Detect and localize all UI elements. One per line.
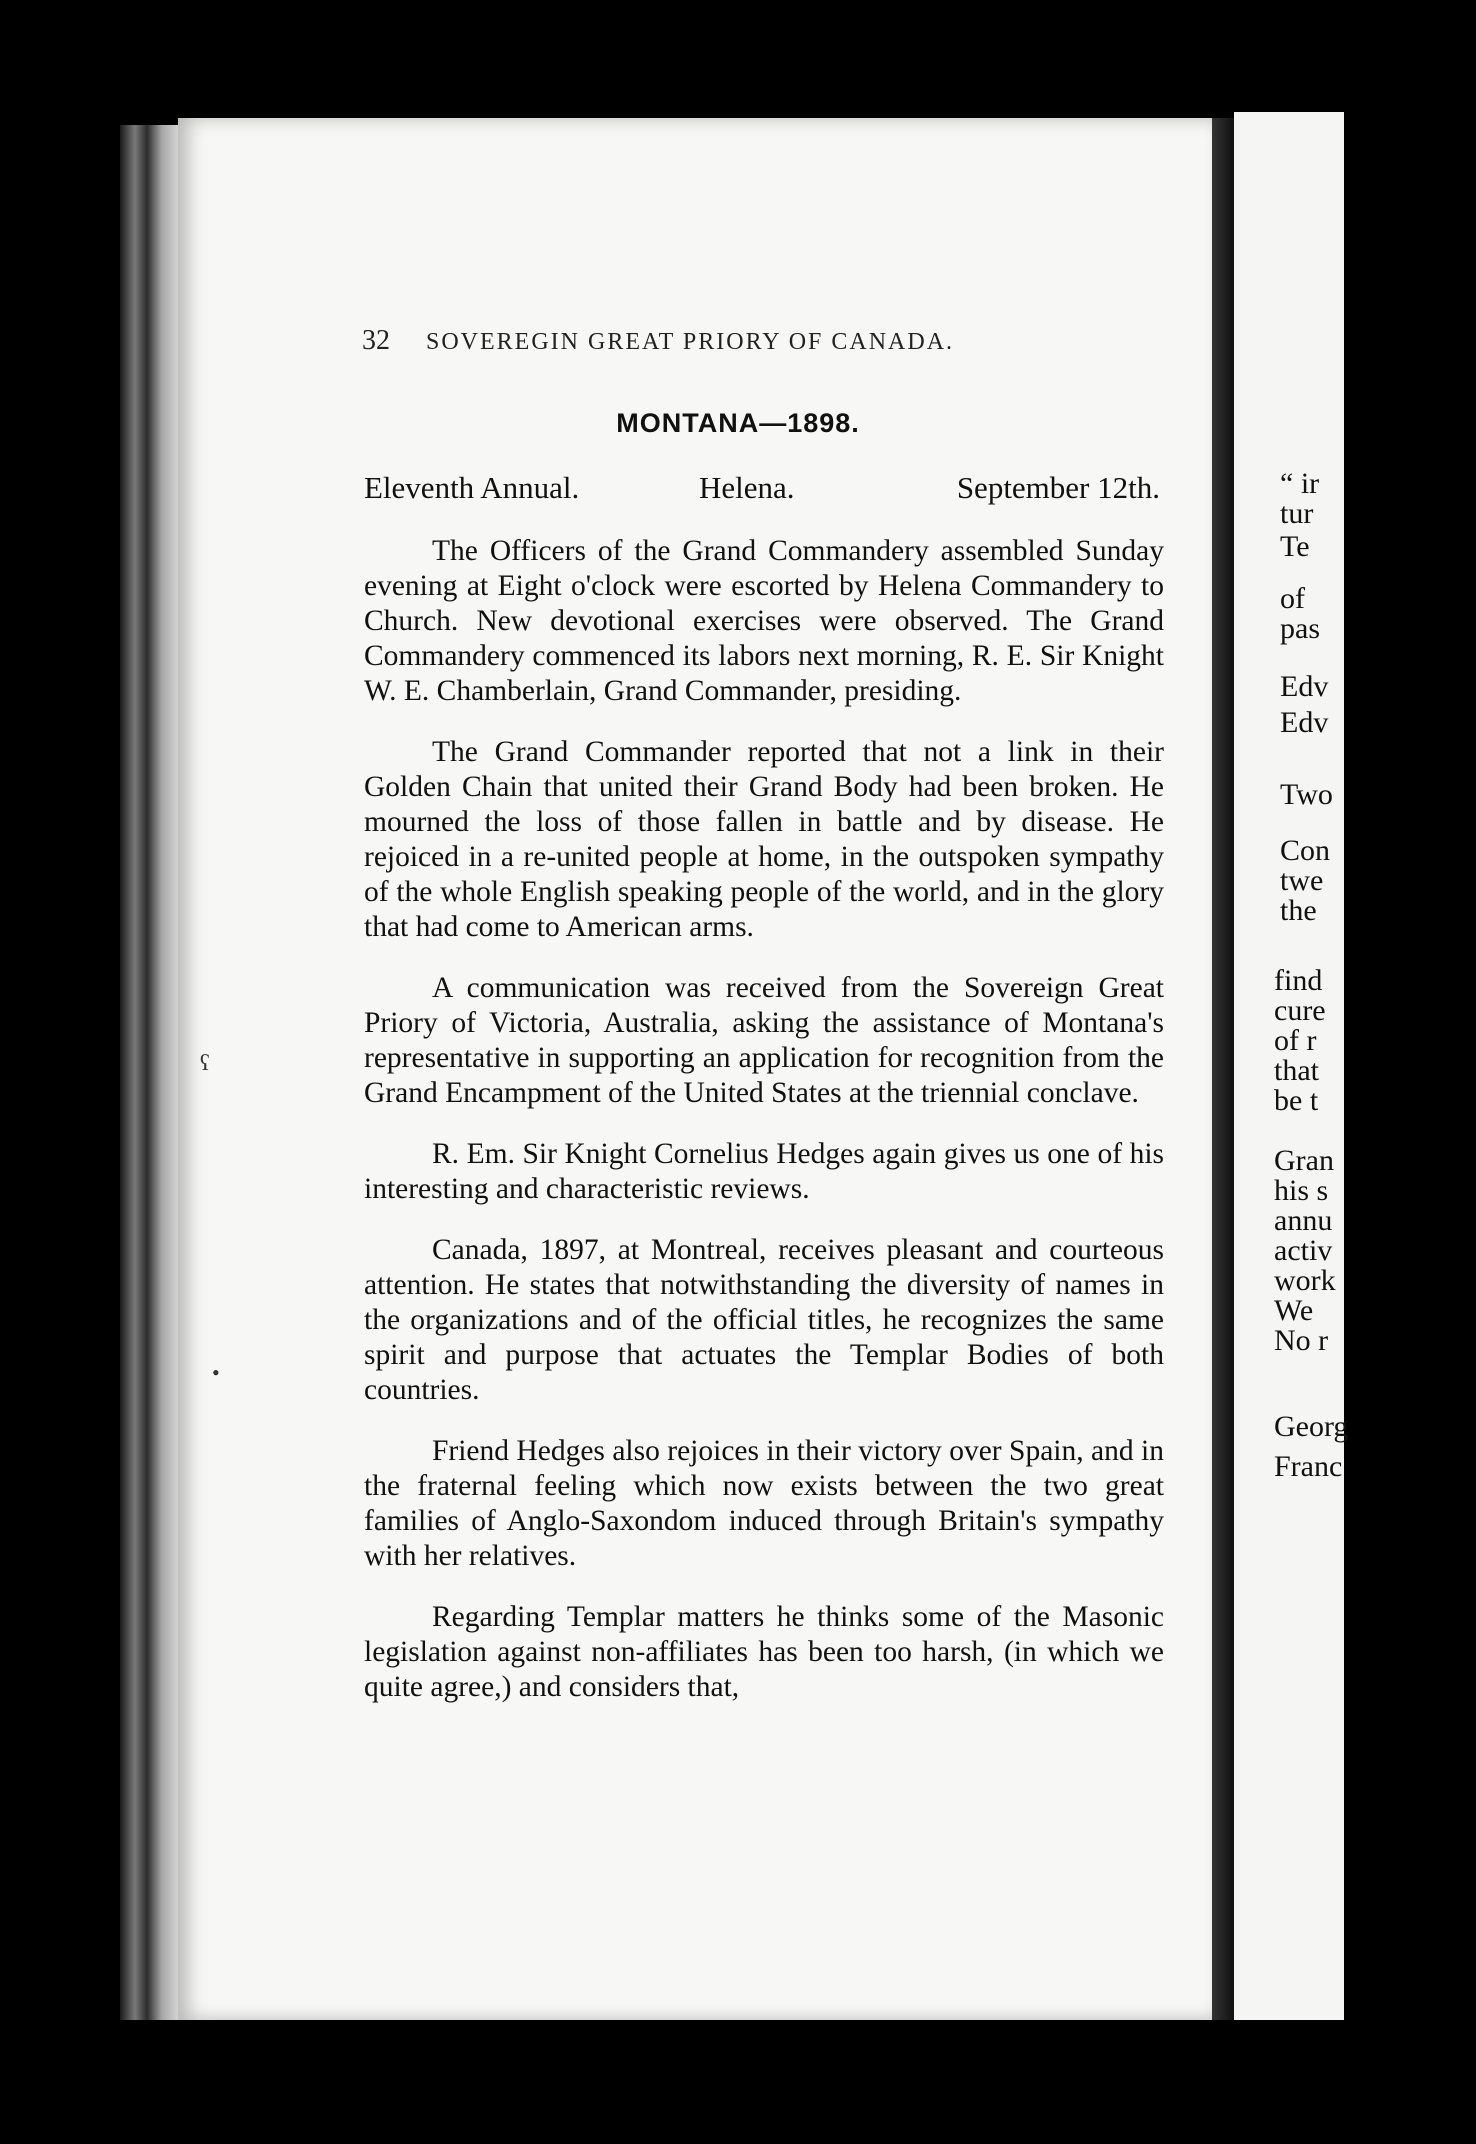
right-page-fragment: cure: [1274, 994, 1326, 1027]
right-page-fragment: Gran: [1274, 1144, 1334, 1177]
page-number: 32: [362, 325, 390, 356]
right-page-fragment: of: [1280, 582, 1305, 615]
right-page-fragment: Georg: [1274, 1410, 1349, 1443]
paragraph: A communication was received from the Sovereign Great Priory of Victoria, Australia, asking the assistance of Montana's representative in supporting an application for recognition from the Grand Encampment of the United States at the triennial conclave.: [364, 972, 1164, 1109]
running-header: [362, 325, 1336, 357]
right-page-fragment: “ ir: [1280, 467, 1320, 500]
right-page-fragment: Edv: [1280, 670, 1329, 703]
right-page-fragment: find: [1274, 964, 1323, 997]
meeting-date: September 12th.: [956, 470, 1160, 505]
body-text: [364, 534, 1164, 1731]
right-page-fragment: Con: [1280, 834, 1331, 867]
right-page-fragment: Two: [1280, 778, 1333, 811]
paragraph: The Grand Commander reported that not a link in their Golden Chain that united their Grand Body had been broken. He mourned the loss of those fallen in battle and by disease. He rejoiced in a re-united people at home, in the outspoken sympathy of the whole English speaking people of the world, and in the glory that had come to American arms.: [364, 736, 1164, 943]
right-page-fragment: his s: [1274, 1174, 1329, 1207]
right-page-fragment: tur: [1280, 497, 1314, 530]
margin-speck: ʕ: [200, 1050, 210, 1075]
right-page-fragment: No r: [1274, 1324, 1329, 1357]
margin-speck: •: [212, 1360, 220, 1385]
right-page-fragment: be t: [1274, 1084, 1319, 1117]
right-page-fragment: twe: [1280, 864, 1324, 897]
right-page-fragment: We: [1274, 1294, 1314, 1327]
right-page-fragment: activ: [1274, 1234, 1333, 1267]
paragraph: Regarding Templar matters he thinks some of the Masonic legislation against non-affiliates has been too harsh, (in which we quite agree,) and considers that,: [364, 1601, 1164, 1703]
paragraph: Canada, 1897, at Montreal, receives pleasant and courteous attention. He states that notwithstanding the diversity of names in the organizations and of the official titles, he recognizes the same spirit and purpose that actuates the Templar Bodies of both countries.: [364, 1234, 1164, 1406]
paragraph: The Officers of the Grand Commandery assembled Sunday evening at Eight o'clock were escorted by Helena Commandery to Church. New devotional exercises were observed. The Grand Commandery commenced its labors next morning, R. E. Sir Knight W. E. Chamberlain, Grand Commander, presiding.: [364, 535, 1164, 707]
right-page-fragment: Te: [1280, 530, 1310, 563]
section-title: MONTANA—1898.: [616, 408, 860, 438]
meeting-ordinal: Eleventh Annual.: [364, 470, 580, 505]
right-page-fragment: Franc: [1274, 1450, 1343, 1483]
right-page-fragment: Edv: [1280, 706, 1329, 739]
running-title: SOVEREGIN GREAT PRIORY OF CANADA.: [426, 329, 955, 355]
right-page-fragment: the: [1280, 894, 1317, 927]
right-page-fragment: annu: [1274, 1204, 1333, 1237]
paragraph: Friend Hedges also rejoices in their victory over Spain, and in the fraternal feeling which now exists between the two great families of Anglo-Saxondom induced through Britain's sympathy with her relatives.: [364, 1435, 1164, 1572]
right-page-edge: [1234, 112, 1349, 2020]
right-page-fragment: work: [1274, 1264, 1336, 1297]
paragraph: R. Em. Sir Knight Cornelius Hedges again gives us one of his interesting and characteristic reviews.: [364, 1138, 1164, 1205]
meeting-place: Helena.: [699, 470, 795, 505]
right-page-fragment: of r: [1274, 1024, 1317, 1057]
page-gutter: [1212, 118, 1234, 2020]
right-page-fragment: that: [1274, 1054, 1319, 1087]
right-page-fragment: pas: [1280, 612, 1320, 645]
